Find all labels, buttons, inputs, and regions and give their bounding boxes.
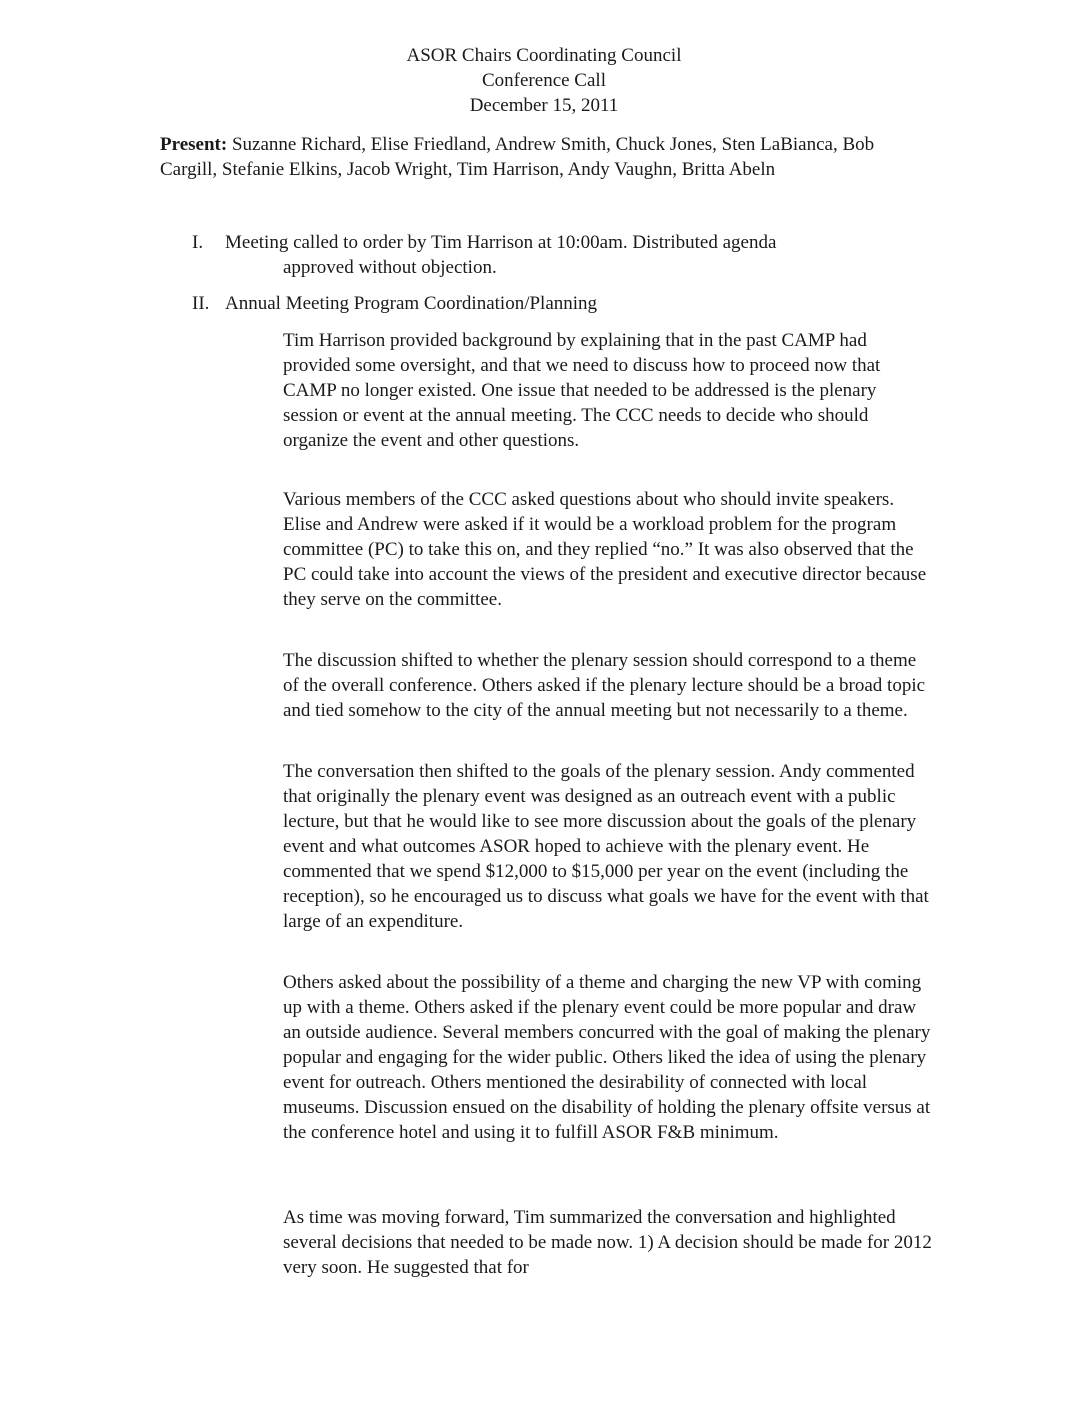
header-title: ASOR Chairs Coordinating Council <box>406 45 682 66</box>
minutes-paragraph: The conversation then shifted to the goals of the plenary session. Andy commented that originally the plenary event was designed as an outreach event with a public lecture, but that he would like to see more discussion about the goals of the plenary event and what outcomes ASOR hoped to achieve with the plenary event. He commented that we spend $12,000 to $15,000 per year on the event (including the reception), so he encouraged us to discuss what goals we have for the event with that large of an expenditure. <box>283 761 929 932</box>
attendees-label: Present: <box>160 134 228 155</box>
attendees-list: Suzanne Richard, Elise Friedland, Andrew Smith, Chuck Jones, Sten LaBianca, Bob Cargill, Stefanie Elkins, Jacob Wright, Tim Harrison, Andy Vaughn, Britta Abeln <box>160 134 875 180</box>
minutes-paragraph: As time was moving forward, Tim summarized the conversation and highlighted several decisions that needed to be made now. 1) A decision should be made for 2012 very soon. He suggested that for <box>283 1207 932 1278</box>
minutes-paragraph: Others asked about the possibility of a theme and charging the new VP with coming up with a theme. Others asked if the plenary event could be more popular and draw an outside audience. Several members concurred with the goal of making the plenary popular and engaging for the wider public. Others liked the idea of using the plenary event for outreach. Others mentioned the desirability of connected with local museums. Discussion ensued on the disability of holding the plenary offsite versus at the conference hotel and using it to fulfill ASOR F&B minimum. <box>283 972 931 1143</box>
agenda-item-title: Annual Meeting Program Coordination/Planning <box>225 293 598 314</box>
agenda-item-text-continuation: approved without objection. <box>283 257 497 278</box>
agenda-item-number: II. <box>192 293 210 314</box>
minutes-paragraph: The discussion shifted to whether the plenary session should correspond to a theme of the overall conference. Others asked if the plenary lecture should be a broad topic and tied somehow to the city of the annual meeting but not necessarily to a theme. <box>283 650 926 721</box>
minutes-paragraph: Tim Harrison provided background by explaining that in the past CAMP had provided some oversight, and that we need to discuss how to proceed now that CAMP no longer existed. One issue that needed to be addressed is the plenary session or event at the annual meeting. The CCC needs to decide who should organize the event and other questions. <box>283 330 881 451</box>
header-subtitle: Conference Call <box>482 70 606 91</box>
document-header <box>0 43 1088 118</box>
attendees-paragraph <box>160 132 920 182</box>
agenda-item-number: I. <box>192 232 204 253</box>
agenda-item-text: Meeting called to order by Tim Harrison at 10:00am. Distributed agenda <box>225 232 777 253</box>
header-date: December 15, 2011 <box>469 95 619 116</box>
minutes-paragraph: Various members of the CCC asked questions about who should invite speakers. Elise and Andrew were asked if it would be a workload problem for the program committee (PC) to take this on, and they replied “no.” It was also observed that the PC could take into account the views of the president and executive director because they serve on the committee. <box>283 489 927 610</box>
